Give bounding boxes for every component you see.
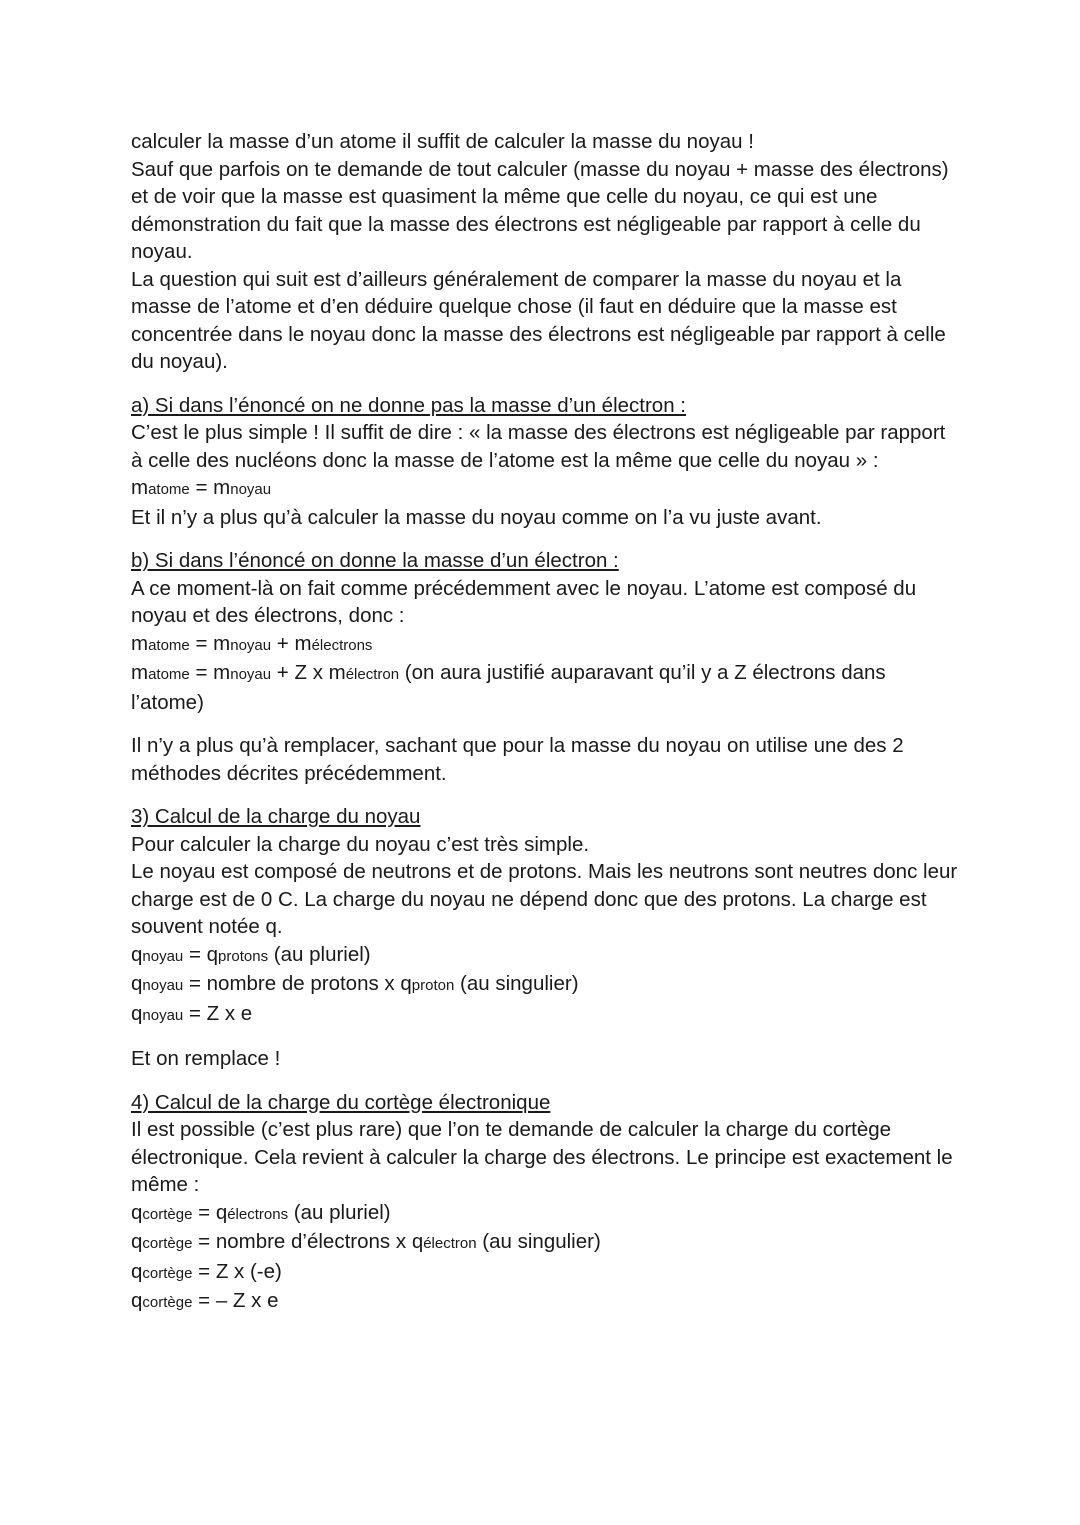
formula-q-cortege-nombre: qcortège = nombre d’électrons x qélectron (au singulier) [131, 1230, 601, 1253]
section-a-heading: a) Si dans l’énoncé on ne donne pas la masse d’un électron : [131, 393, 687, 417]
section-b-text: A ce moment-là on fait comme précédemment avec le noyau. L’atome est composé du noyau et des électrons, donc : [131, 576, 917, 627]
formula-q-cortege-minus-z-e: qcortège = – Z x e [131, 1289, 279, 1312]
intro-paragraph-2: Sauf que parfois on te demande de tout calculer (masse du noyau + masse des électrons) et de voir que la masse est quasiment la même que celle du noyau, ce qui est une démonstration du fait que la masse des électrons est négligeable par rapport à celle du noyau. [131, 157, 949, 263]
section-4-text: Il est possible (c’est plus rare) que l’on te demande de calculer la charge du cortège électronique. Cela revient à calculer la charge des électrons. Le principe est exactement le même : [131, 1118, 953, 1196]
formula-q-noyau-nombre: qnoyau = nombre de protons x qproton (au singulier) [131, 972, 579, 995]
section-3-heading: 3) Calcul de la charge du noyau [131, 805, 421, 828]
formula-q-cortege-z-minus-e: qcortège = Z x (-e) [131, 1259, 282, 1283]
formula-m-atome-sum: matome = mnoyau + mélectrons [131, 631, 373, 655]
formula-m-atome-equals-m-noyau: matome = mnoyau [131, 476, 272, 499]
formula-q-cortege-electrons: qcortège = qélectrons (au pluriel) [131, 1200, 391, 1224]
section-4-heading: 4) Calcul de la charge du cortège électronique [131, 1090, 551, 1114]
intro-paragraph-1: calculer la masse d’un atome il suffit de calculer la masse du noyau ! [131, 130, 754, 153]
document-body [131, 128, 961, 1317]
section-a-text: C’est le plus simple ! Il suffit de dire : « la masse des électrons est négligeable par rapport à celle des nucléons donc la masse de l’atome est la même que celle du noyau » : [131, 421, 946, 472]
formula-q-noyau-protons: qnoyau = qprotons (au pluriel) [131, 942, 371, 966]
section-3-line-2: Le noyau est composé de neutrons et de protons. Mais les neutrons sont neutres donc leur charge est de 0 C. La charge du noyau ne dépend donc que des protons. La charge est souvent notée q. [131, 860, 958, 938]
section-3-conclusion: Et on remplace ! [131, 1047, 281, 1070]
section-3-line-1: Pour calculer la charge du noyau c’est très simple. [131, 832, 590, 856]
section-a-conclusion: Et il n’y a plus qu’à calculer la masse du noyau comme on l’a vu juste avant. [131, 505, 822, 529]
formula-q-noyau-z-e: qnoyau = Z x e [131, 1001, 253, 1025]
formula-m-atome-z-electrons: matome = mnoyau + Z x mélectron (on aura justifié auparavant qu’il y a Z électrons dans l’atome) [131, 661, 886, 714]
intro-paragraph-3: La question qui suit est d’ailleurs généralement de comparer la masse du noyau et la masse de l’atome et d’en déduire quelque chose (il faut en déduire que la masse est concentrée dans le noyau donc la masse des électrons est négligeable par rapport à celle du noyau). [131, 267, 946, 373]
section-b-heading: b) Si dans l’énoncé on donne la masse d’un électron : [131, 549, 619, 572]
section-b-conclusion: Il n’y a plus qu’à remplacer, sachant que pour la masse du noyau on utilise une des 2 méthodes décrites précédemment. [131, 734, 904, 785]
